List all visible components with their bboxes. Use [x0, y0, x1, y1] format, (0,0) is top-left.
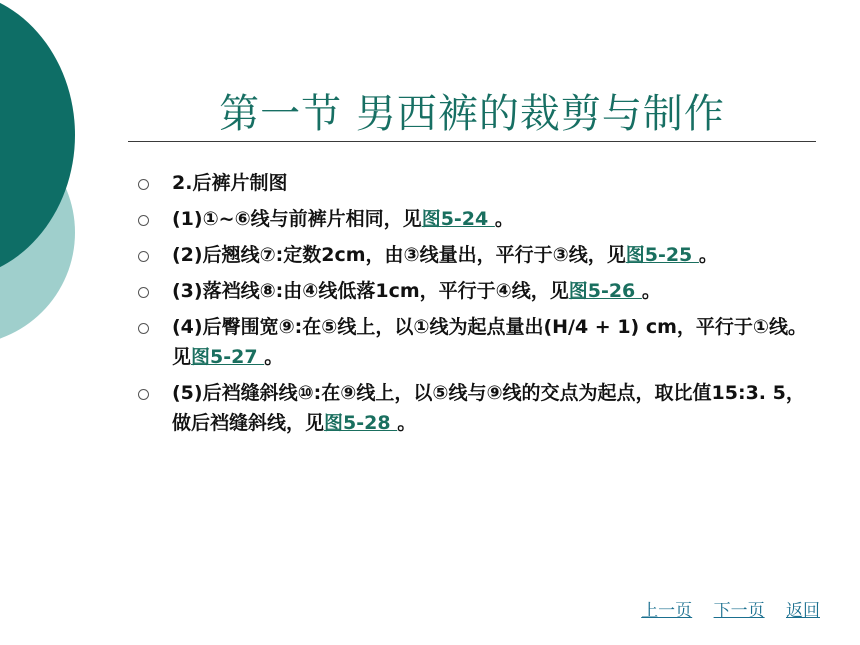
item-text: 2.后裤片制图	[172, 172, 288, 194]
list-item	[138, 276, 818, 306]
item-suffix: 。	[494, 208, 514, 230]
figure-link-5-25[interactable]: 图5-25	[625, 244, 699, 266]
item-suffix: 。	[264, 346, 284, 368]
prev-page-link[interactable]: 上一页	[641, 601, 693, 621]
page-navigation	[625, 596, 820, 621]
bullet-icon	[138, 251, 149, 262]
list-item	[138, 312, 818, 372]
list-item	[138, 378, 818, 438]
item-suffix: 。	[397, 412, 417, 434]
list-item	[138, 168, 818, 198]
item-suffix: 。	[698, 244, 718, 266]
bullet-icon	[138, 323, 149, 334]
figure-link-5-27[interactable]: 图5-27	[191, 346, 265, 368]
next-page-link[interactable]: 下一页	[713, 601, 765, 621]
figure-link-5-28[interactable]: 图5-28	[324, 412, 398, 434]
item-text: (2)后翘线⑦:定数2cm，由③线量出，平行于③线，见	[172, 244, 626, 266]
item-text: (3)落裆线⑧:由④线低落1cm，平行于④线，见	[172, 280, 569, 302]
back-link[interactable]: 返回	[786, 601, 820, 621]
item-text: (5)后裆缝斜线⑩:在⑨线上，以⑤线与⑨线的交点为起点，取比值15:3. 5，做后裆缝斜线，见	[172, 382, 805, 434]
bullet-icon	[138, 389, 149, 400]
item-text: (1)①~⑥线与前裤片相同，见	[172, 208, 422, 230]
item-text: (4)后臀围宽⑨:在⑤线上，以①线为起点量出(H/4 + 1) cm，平行于①线。见	[172, 316, 808, 368]
list-item	[138, 240, 818, 270]
item-suffix: 。	[641, 280, 661, 302]
bullet-icon	[138, 179, 149, 190]
content-list	[138, 168, 818, 444]
figure-link-5-26[interactable]: 图5-26	[568, 280, 642, 302]
title-divider	[128, 141, 816, 142]
list-item	[138, 204, 818, 234]
figure-link-5-24[interactable]: 图5-24	[421, 208, 495, 230]
slide-title: 第一节 男西裤的裁剪与制作	[219, 91, 725, 137]
bullet-icon	[138, 215, 149, 226]
bullet-icon	[138, 287, 149, 298]
